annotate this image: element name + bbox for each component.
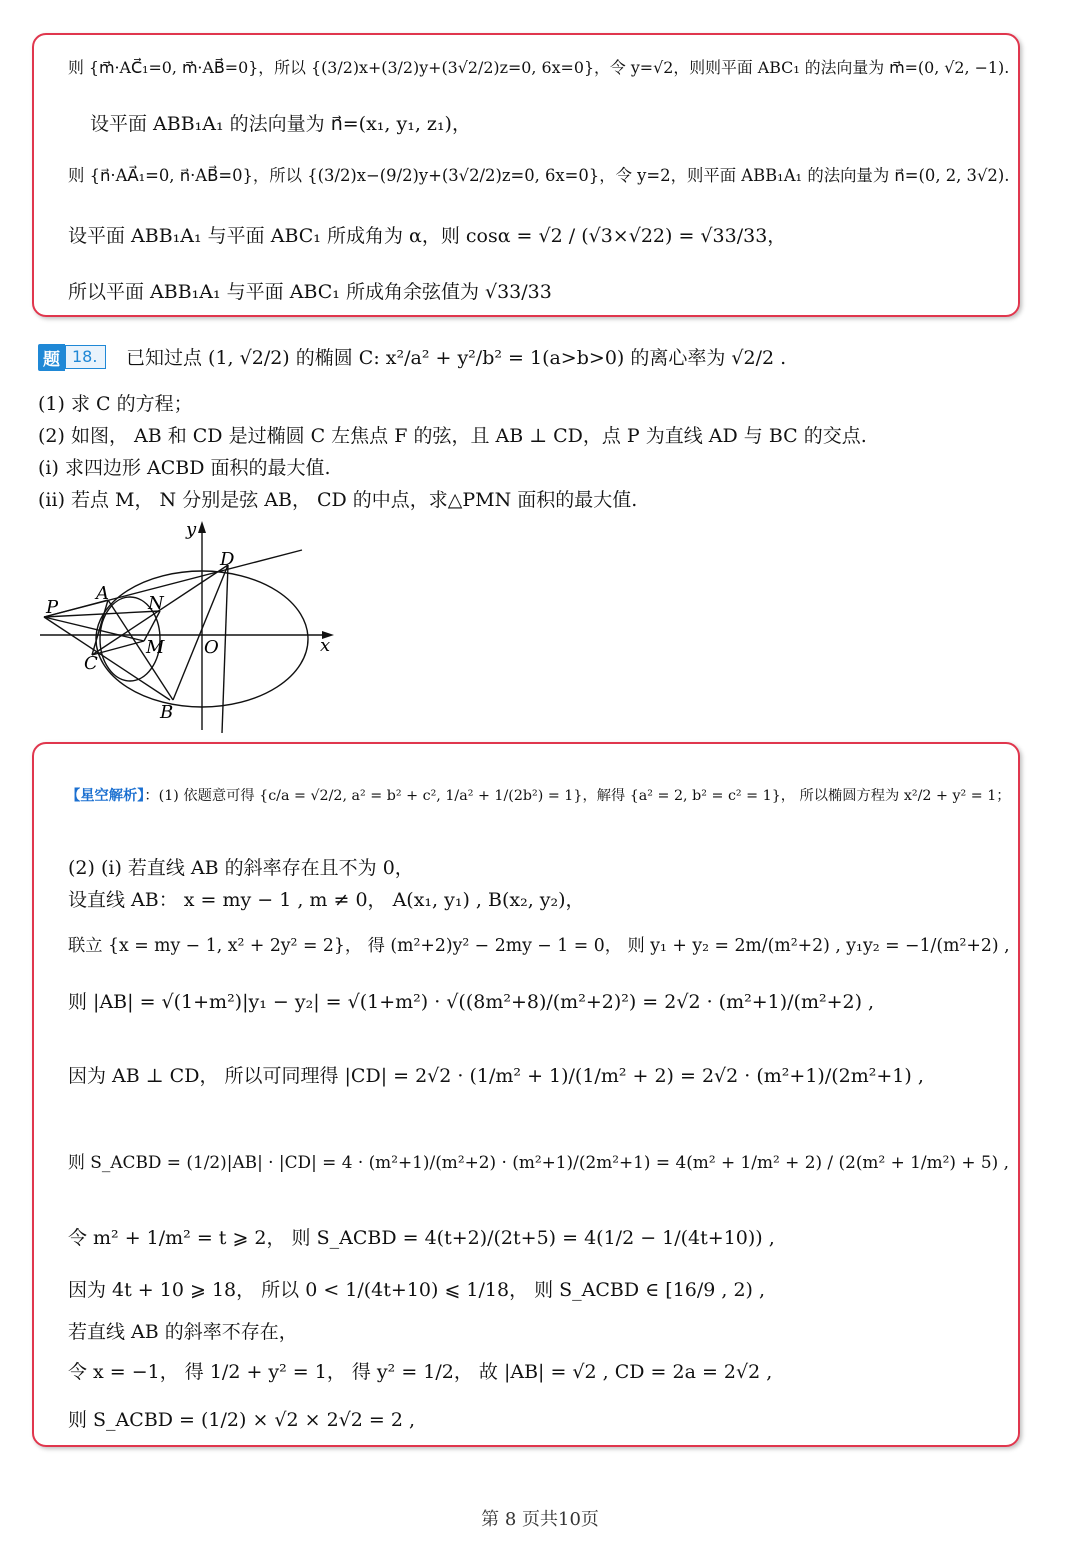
y-axis-arrow	[198, 521, 206, 533]
solution-line: 令 x = −1， 得 1/2 + y² = 1， 得 y² = 1/2， 故 |AB| = √2 , CD = 2a = 2√2 ,	[68, 1361, 773, 1383]
solution-line: 令 m² + 1/m² = t ⩾ 2， 则 S_ACBD = 4(t+2)/(2t+5) = 4(1/2 − 1/(4t+10)) ,	[68, 1227, 775, 1249]
solution-line: 若直线 AB 的斜率不存在，	[68, 1321, 298, 1343]
solution-line: 则 S_ACBD = (1/2) × √2 × 2√2 = 2 ,	[68, 1409, 416, 1431]
solution-heading: 【星空解析】	[66, 788, 145, 804]
problem-part: (1) 求 C 的方程；	[38, 393, 193, 415]
problem-statement: 已知过点 (1, √2/2) 的椭圆 C: x²/a² + y²/b² = 1(a>b>0) 的离心率为 √2/2 .	[126, 347, 787, 369]
axis-label-y: y	[186, 519, 197, 540]
solution-line	[66, 784, 1011, 808]
point-label-p: P	[46, 597, 59, 618]
point-label-d: D	[220, 549, 235, 570]
solution-line: 设平面 ABB₁A₁ 的法向量为 n⃗=(x₁, y₁, z₁)，	[90, 113, 471, 135]
solution-line: 则 {n⃗·AA⃗₁=0, n⃗·AB⃗=0}，所以 {(3/2)x−(9/2)y+(3√2/2)z=0, 6x=0}，令 y=2，则平面 ABB₁A₁ 的法向量为 n⃗=(0, 2, 3√2).	[68, 166, 1010, 185]
solution-text: ：(1) 依题意可得 {c/a = √2/2, a² = b² + c², 1/a² + 1/(2b²) = 1}，解得 {a² = 2, b² = c² = 1}， 所以椭圆方程为 x²/2 + y² = 1；	[144, 788, 1011, 804]
axis-label-x: x	[320, 635, 331, 656]
line-bc	[44, 617, 170, 700]
solution-line: 则 |AB| = √(1+m²)|y₁ − y₂| = √(1+m²) · √((8m²+8)/(m²+2)²) = 2√2 · (m²+1)/(m²+2) ,	[68, 991, 875, 1013]
point-label-a: A	[96, 583, 109, 604]
solution-line: (2) (i) 若直线 AB 的斜率存在且不为 0，	[68, 857, 414, 879]
problem-badge-label: 题	[38, 344, 65, 371]
problem-badge	[38, 344, 106, 370]
page-footer: 第 8 页共10页	[481, 1509, 599, 1530]
solution-line: 则 {m⃗·AC⃗₁=0, m⃗·AB⃗=0}，所以 {(3/2)x+(3/2)y+(3√2/2)z=0, 6x=0}，令 y=√2，则则平面 ABC₁ 的法向量为 m⃗=(0, √2, −1).	[68, 58, 1010, 77]
point-label-n: N	[148, 593, 164, 614]
line-pm	[44, 617, 144, 641]
problem-part: (2) 如图， AB 和 CD 是过椭圆 C 左焦点 F 的弦，且 AB ⊥ CD，点 P 为直线 AD 与 BC 的交点.	[38, 425, 867, 447]
point-label-m: M	[146, 637, 165, 658]
line-db	[173, 565, 228, 700]
point-label-c: C	[84, 653, 98, 674]
solution-line: 联立 {x = my − 1, x² + 2y² = 2}， 得 (m²+2)y² − 2my − 1 = 0， 则 y₁ + y₂ = 2m/(m²+2) , y₁y₂ = −1/(m²+2) ,	[68, 936, 1010, 956]
ellipse-figure	[30, 515, 350, 740]
line-bd-ext	[222, 565, 228, 733]
solution-line: 因为 4t + 10 ⩾ 18， 所以 0 < 1/(4t+10) ⩽ 1/18， 则 S_ACBD ∈ [16/9 , 2) ,	[68, 1279, 766, 1301]
point-label-o: O	[204, 637, 219, 658]
solution-line: 则 S_ACBD = (1/2)|AB| · |CD| = 4 · (m²+1)/(m²+2) · (m²+1)/(2m²+1) = 4(m² + 1/m² + 2) / (2(m² + 1/m²) + 5) ,	[68, 1152, 1010, 1172]
problem-part: (ii) 若点 M， N 分别是弦 AB， CD 的中点，求△PMN 面积的最大值.	[38, 489, 638, 511]
problem-part: (i) 求四边形 ACBD 面积的最大值.	[38, 457, 331, 479]
solution-line: 设平面 ABB₁A₁ 与平面 ABC₁ 所成角为 α，则 cosα = √2 / (√3×√22) = √33/33，	[68, 225, 787, 247]
problem-number: 18.	[65, 345, 106, 369]
solution-line: 所以平面 ABB₁A₁ 与平面 ABC₁ 所成角余弦值为 √33/33	[68, 281, 552, 303]
solution-line: 设直线 AB： x = my − 1 , m ≠ 0， A(x₁, y₁) , B(x₂, y₂)，	[68, 889, 585, 911]
point-label-b: B	[160, 702, 174, 723]
solution-line: 因为 AB ⊥ CD， 所以可同理得 |CD| = 2√2 · (1/m² + 1)/(1/m² + 2) = 2√2 · (m²+1)/(2m²+1) ,	[68, 1065, 924, 1087]
